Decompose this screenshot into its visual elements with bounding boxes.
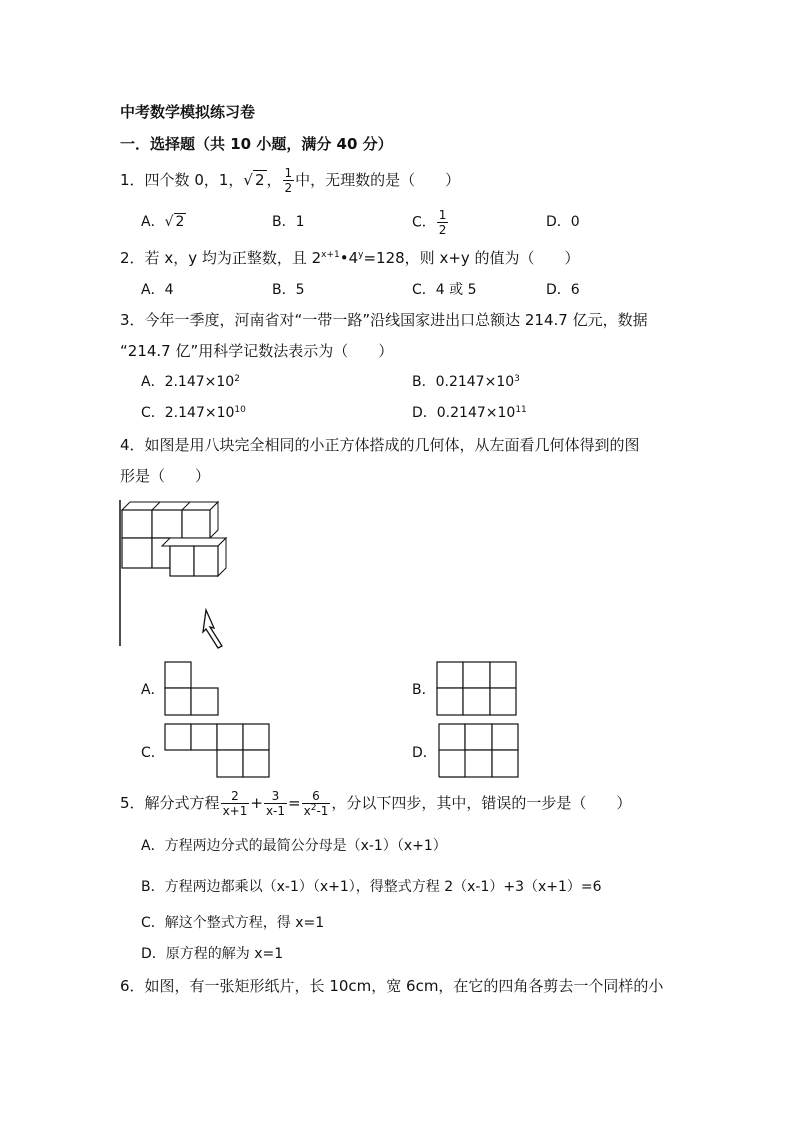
option-c[interactable]: C．	[141, 745, 165, 761]
fraction: $\frac{6}{x^2-1}$	[303, 789, 329, 818]
fraction: $\frac{2}{x+1}$	[222, 789, 248, 818]
question-2: 2．若 x，y 均为正整数，且 $2^{x+1}•4^y=128$，则 x+y 的值为（ ）	[120, 249, 580, 267]
fraction: $\frac{3}{x-1}$	[265, 789, 286, 818]
question-4-line-2: 形是（ ）	[120, 467, 211, 485]
option-b[interactable]: B．	[412, 682, 436, 698]
option-a[interactable]: A．4	[141, 282, 174, 298]
option-a[interactable]: A．√ 2	[141, 208, 186, 236]
option-a-figure	[164, 661, 220, 717]
question-6-line-1: 6．如图，有一张矩形纸片，长 10cm，宽 6cm，在它的四角各剪去一个同样的小	[120, 977, 664, 995]
option-b[interactable]: B．方程两边都乘以（x-1）（x+1），得整式方程 2（x-1）+3（x+1）=6	[141, 879, 602, 895]
option-b[interactable]: B．$0.2147\times 10^3$	[412, 374, 520, 390]
fraction: $\frac{1}{2}$	[284, 166, 293, 195]
question-text: 中，无理数的是（ ）	[295, 171, 461, 189]
sqrt-expression: √ 2	[243, 171, 265, 189]
option-a[interactable]: A．方程两边分式的最简公分母是（x-1）（x+1）	[141, 838, 447, 854]
question-number: 5．	[120, 794, 145, 812]
option-d[interactable]: D．6	[546, 282, 580, 298]
question-1: 1．四个数 0，1，√ 2 ， $\frac{1}{2}$ 中，无理数的是（ ）	[120, 166, 461, 195]
option-c[interactable]: C．解这个整式方程，得 x=1	[141, 915, 325, 931]
section-heading: 一．选择题（共 10 小题，满分 40 分）	[120, 135, 393, 153]
sqrt-expression: √ 2	[164, 214, 185, 230]
option-d[interactable]: D．0	[546, 214, 580, 230]
question-3-line-1: 3．今年一季度，河南省对“一带一路”沿线国家进出口总额达 214.7 亿元，数据	[120, 311, 648, 329]
question-4-line-1: 4．如图是用八块完全相同的小正方体搭成的几何体，从左面看几何体得到的图	[120, 436, 640, 454]
option-a[interactable]: A．$2.147\times 10^2$	[141, 374, 240, 390]
option-b[interactable]: B．5	[272, 282, 305, 298]
option-d-figure	[438, 723, 520, 779]
view-direction-arrow-icon	[203, 610, 222, 648]
option-d[interactable]: D．$0.2147\times 10^{11}$	[412, 405, 527, 421]
option-d[interactable]: D．	[412, 745, 437, 761]
option-c[interactable]: C． $\frac{1}{2}$	[412, 208, 447, 237]
option-a[interactable]: A．	[141, 682, 165, 698]
question-text: 四个数 0，1，	[144, 171, 244, 189]
question-5: 5．解分式方程 $\frac{2}{x+1}$ + $\frac{3}{x-1}$ = $\frac{6}{x^2-1}$ ，分以下四步，其中，错误的一步是（ ）	[120, 789, 632, 818]
question-3-line-2: “214.7 亿”用科学记数法表示为（ ）	[120, 342, 394, 360]
fraction: $\frac{1}{2}$	[438, 208, 447, 237]
option-b-figure	[436, 661, 518, 717]
option-d[interactable]: D．原方程的解为 x=1	[141, 946, 284, 962]
option-b[interactable]: B．1	[272, 214, 305, 230]
page-title: 中考数学模拟练习卷	[120, 103, 256, 121]
question-number: 2．	[120, 249, 145, 267]
option-c[interactable]: C．4 或 5	[412, 282, 477, 298]
cube-structure-figure	[118, 498, 238, 650]
option-c-figure	[164, 723, 272, 779]
option-c[interactable]: C．$2.147\times 10^{10}$	[141, 405, 246, 421]
question-number: 1．	[120, 171, 145, 189]
